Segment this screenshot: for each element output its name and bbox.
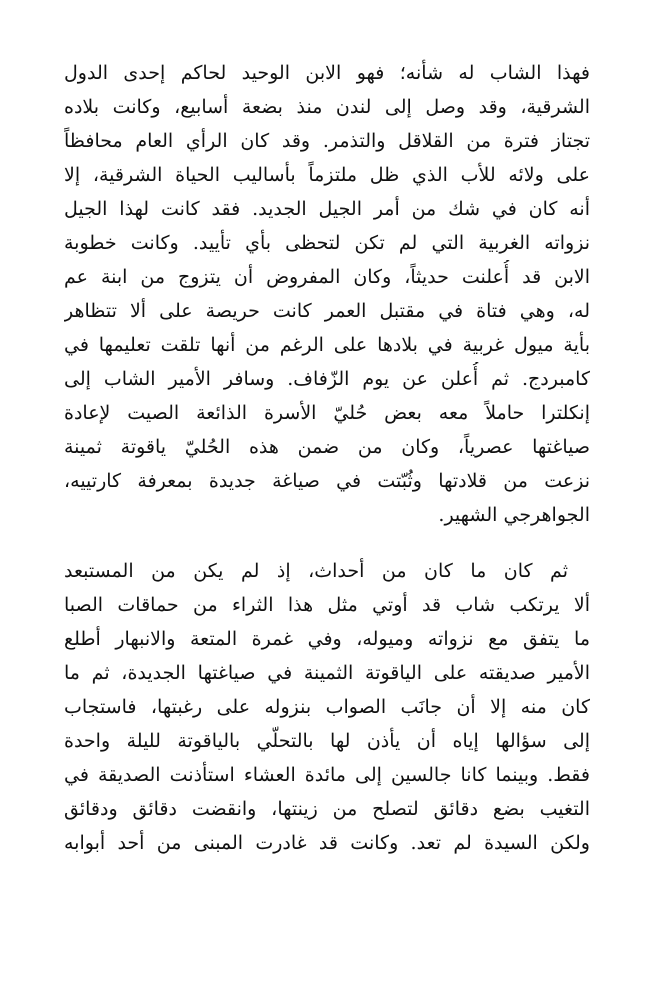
text-line: ما يتفق مع نزواته وميوله، وفي غمرة المتعة والانبهار أطلع <box>64 628 590 650</box>
text-line: ألا يرتكب شاب قد أوتي مثل هذا الثراء من حماقات الصبا <box>64 594 590 616</box>
text-line: نزعت من قلادتها وثُبّتت في صياغة جديدة بمعرفة كارتييه، <box>64 470 590 492</box>
text-line: على ولائه للأب الذي ظل ملتزماً بأساليب الحياة الشرقية، إلا <box>64 164 590 186</box>
text-line: بأية ميول غربية في بلادها على الرغم من أنها تلقت تعليمها في <box>64 334 590 356</box>
text-line: إنكلترا حاملاً معه بعض حُليّ الأسرة الذائعة الصيت لإعادة <box>64 402 590 424</box>
text-line: الجواهرجي الشهير. <box>438 504 590 526</box>
text-line: نزواته الغربية التي لم تكن لتحظى بأي تأييد. وكانت خطوبة <box>64 232 590 254</box>
text-line: الشرقية، وقد وصل إلى لندن منذ بضعة أسابيع، وكانت بلاده <box>64 96 590 118</box>
text-line: كان منه إلا أن جانَب الصواب بنزوله على رغبتها، فاستجاب <box>64 696 590 718</box>
text-line: فهذا الشاب له شأنه؛ فهو الابن الوحيد لحاكم إحدى الدول <box>64 62 590 84</box>
text-line: له، وهي فتاة في مقتبل العمر كانت حريصة على ألا تتظاهر <box>64 300 590 322</box>
text-line: إلى سؤالها إياه أن يأذن لها بالتحلّي بالياقوتة لليلة واحدة <box>64 730 590 752</box>
paragraph-2 <box>64 554 590 860</box>
text-line: كامبردج. ثم أُعلن عن يوم الزّفاف. وسافر الأمير الشاب إلى <box>64 368 590 390</box>
text-line: تجتاز فترة من القلاقل والتذمر. وقد كان الرأي العام محافظاً <box>64 130 590 152</box>
text-line: الأمير صديقته على الياقوتة الثمينة في صياغتها الجديدة، ثم ما <box>64 662 590 684</box>
book-page <box>64 56 590 860</box>
paragraph-spacer <box>64 532 590 554</box>
text-line: ثم كان ما كان من أحداث، إذ لم يكن من المستبعد <box>64 560 568 582</box>
text-line: أنه كان في شك من أمر الجيل الجديد. فقد كانت لهذا الجيل <box>64 198 590 220</box>
paragraph-1 <box>64 56 590 532</box>
text-line: ولكن السيدة لم تعد. وكانت قد غادرت المبنى من أحد أبوابه <box>64 832 590 854</box>
text-line: الابن قد أُعلنت حديثاً، وكان المفروض أن يتزوج من ابنة عم <box>64 266 590 288</box>
text-line: التغيب بضع دقائق لتصلح من زينتها، وانقضت دقائق ودقائق <box>64 798 590 820</box>
text-line: صياغتها عصرياً، وكان من ضمن هذه الحُليّ ياقوتة ثمينة <box>64 436 590 458</box>
text-line: فقط. وبينما كانا جالسين إلى مائدة العشاء استأذنت الصديقة في <box>64 764 590 786</box>
